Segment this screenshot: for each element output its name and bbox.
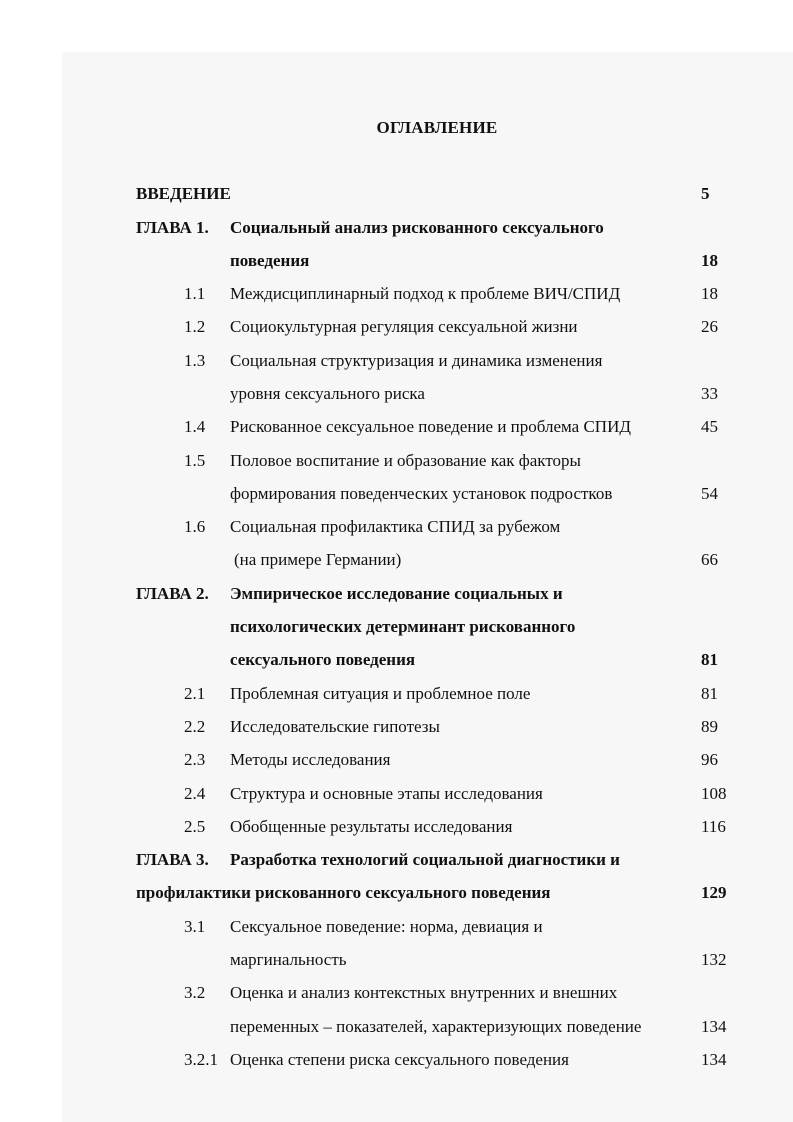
toc-entry-section-2-3[interactable] [0, 748, 793, 772]
section-title: Оценка и анализ контекстных внутренних и внешних [230, 983, 618, 1002]
toc-entry-section-3-2-1[interactable] [0, 1048, 793, 1072]
section-title: Исследовательские гипотезы [230, 717, 440, 736]
toc-entry-chapter-1[interactable] [0, 216, 793, 240]
section-title: Оценка степени риска сексуального поведения [230, 1050, 569, 1069]
section-number: 1.6 [184, 517, 206, 536]
section-number: 1.2 [184, 317, 206, 336]
section-title: Обобщенные результаты исследования [230, 817, 513, 836]
toc-entry-section-2-5[interactable] [0, 815, 793, 839]
toc-entry-chapter-2[interactable] [0, 582, 793, 606]
section-number: 1.5 [184, 451, 206, 470]
section-number: 3.2 [184, 983, 206, 1002]
section-number: 1.4 [184, 417, 206, 436]
toc-entry-section-3-1-cont[interactable] [0, 948, 793, 972]
toc-entry-section-1-3-cont[interactable] [0, 382, 793, 406]
section-page: 89 [701, 717, 718, 736]
chapter-1-label: ГЛАВА 1. [136, 218, 209, 237]
section-title: Рискованное сексуальное поведение и проблема СПИД [230, 417, 631, 436]
section-title: Проблемная ситуация и проблемное поле [230, 684, 531, 703]
section-number: 1.3 [184, 351, 206, 370]
toc-entry-section-3-2-cont[interactable] [0, 1015, 793, 1039]
chapter-1-title-line-1: Социальный анализ рискованного сексуального [230, 218, 604, 237]
section-title: Социальная структуризация и динамика изменения [230, 351, 603, 370]
section-page: 45 [701, 417, 718, 436]
toc-entry-section-2-4[interactable] [0, 782, 793, 806]
toc-title: ОГЛАВЛЕНИЕ [376, 118, 498, 137]
toc-entry-section-1-4[interactable] [0, 415, 793, 439]
section-title: Социальная профилактика СПИД за рубежом [230, 517, 561, 536]
chapter-2-title-line-2: психологических детерминант рискованного [230, 617, 576, 636]
section-title: Междисциплинарный подход к проблеме ВИЧ/СПИД [230, 284, 621, 303]
section-number: 1.1 [184, 284, 206, 303]
section-page: 132 [701, 950, 727, 969]
section-page: 134 [701, 1050, 727, 1069]
section-title: Сексуальное поведение: норма, девиация и [230, 917, 543, 936]
section-title-cont: переменных – показателей, характеризующих поведение [230, 1017, 642, 1036]
section-title: Структура и основные этапы исследования [230, 784, 543, 803]
section-page: 108 [701, 784, 727, 803]
toc-entry-section-1-6-cont[interactable] [0, 548, 793, 572]
section-title-cont: маргинальность [230, 950, 347, 969]
toc-entry-section-1-2[interactable] [0, 315, 793, 339]
toc-entry-section-2-2[interactable] [0, 715, 793, 739]
section-number: 2.4 [184, 784, 206, 803]
section-title-cont: (на примере Германии) [234, 550, 402, 569]
section-page: 66 [701, 550, 718, 569]
section-page: 96 [701, 750, 718, 769]
section-title-cont: уровня сексуального риска [230, 384, 425, 403]
section-title: Социокультурная регуляция сексуальной жизни [230, 317, 578, 336]
section-page: 134 [701, 1017, 727, 1036]
intro-label: ВВЕДЕНИЕ [136, 184, 231, 203]
chapter-2-title-line-3: сексуального поведения [230, 650, 416, 669]
chapter-3-title-line-2: профилактики рискованного сексуального поведения [136, 883, 551, 902]
chapter-1-page: 18 [701, 251, 718, 270]
chapter-2-label: ГЛАВА 2. [136, 584, 209, 603]
toc-entry-intro[interactable] [0, 182, 793, 206]
section-number: 2.1 [184, 684, 206, 703]
chapter-3-label: ГЛАВА 3. [136, 850, 209, 869]
chapter-3-title-line-1: Разработка технологий социальной диагностики и [230, 850, 620, 869]
chapter-1-title-line-2: поведения [230, 251, 310, 270]
toc-entry-section-3-1[interactable] [0, 915, 793, 939]
toc-entry-section-1-5[interactable] [0, 449, 793, 473]
section-number: 2.5 [184, 817, 206, 836]
section-page: 116 [701, 817, 726, 836]
chapter-3-page: 129 [701, 883, 727, 902]
section-title: Половое воспитание и образование как факторы [230, 451, 581, 470]
intro-page: 5 [701, 184, 710, 203]
toc-entry-chapter-1-cont[interactable] [0, 249, 793, 273]
toc-entry-section-3-2[interactable] [0, 981, 793, 1005]
section-title: Методы исследования [230, 750, 391, 769]
section-title-cont: формирования поведенческих установок подростков [230, 484, 613, 503]
toc-entry-section-1-1[interactable] [0, 282, 793, 306]
toc-entry-section-1-6[interactable] [0, 515, 793, 539]
toc-entry-chapter-3-cont[interactable] [0, 881, 793, 905]
section-page: 26 [701, 317, 718, 336]
section-number: 2.2 [184, 717, 206, 736]
toc-entry-chapter-3[interactable] [0, 848, 793, 872]
toc-entry-chapter-2-cont-1[interactable] [0, 615, 793, 639]
toc-entry-section-2-1[interactable] [0, 682, 793, 706]
section-page: 54 [701, 484, 718, 503]
chapter-2-page: 81 [701, 650, 718, 669]
toc-entry-section-1-5-cont[interactable] [0, 482, 793, 506]
chapter-2-title-line-1: Эмпирическое исследование социальных и [230, 584, 563, 603]
section-number: 2.3 [184, 750, 206, 769]
toc-entry-chapter-2-cont-2[interactable] [0, 648, 793, 672]
section-page: 33 [701, 384, 718, 403]
toc-entry-section-1-3[interactable] [0, 349, 793, 373]
section-page: 81 [701, 684, 718, 703]
section-number: 3.2.1 [184, 1050, 218, 1069]
section-number: 3.1 [184, 917, 206, 936]
section-page: 18 [701, 284, 718, 303]
